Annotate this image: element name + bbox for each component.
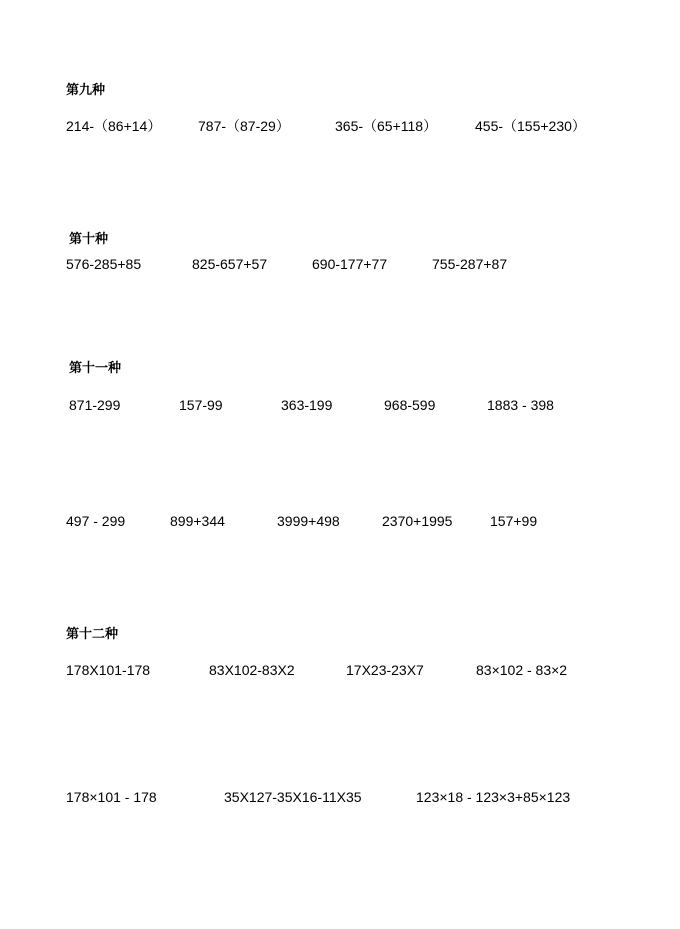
section-heading-11: 第十一种: [69, 360, 122, 375]
expression: 157-99: [179, 397, 223, 413]
expression: 455-（155+230）: [475, 118, 586, 134]
expression: 83×102 - 83×2: [476, 662, 568, 678]
expression: 871-299: [69, 397, 121, 413]
expression: 825-657+57: [192, 256, 268, 272]
expression: 497 - 299: [66, 513, 126, 529]
expression: 755-287+87: [432, 256, 508, 272]
section-heading-10: 第十种: [69, 231, 109, 246]
expression: 178X101-178: [66, 662, 151, 678]
expression: 3999+498: [277, 513, 340, 529]
expression: 83X102-83X2: [209, 662, 295, 678]
expression: 787-（87-29）: [198, 118, 290, 134]
expression: 157+99: [490, 513, 538, 529]
section-heading-9: 第九种: [66, 82, 106, 97]
expression: 899+344: [170, 513, 225, 529]
expression: 363-199: [281, 397, 333, 413]
expression: 968-599: [384, 397, 436, 413]
expression: 35X127-35X16-11X35: [224, 789, 362, 805]
expression: 690-177+77: [312, 256, 388, 272]
expression: 1883 - 398: [487, 397, 554, 413]
expression: 178×101 - 178: [66, 789, 157, 805]
expression: 576-285+85: [66, 256, 142, 272]
expression: 2370+1995: [382, 513, 453, 529]
expression: 365-（65+118）: [335, 118, 438, 134]
section-heading-12: 第十二种: [66, 626, 119, 641]
expression: 17X23-23X7: [346, 662, 424, 678]
expression: 214-（86+14）: [66, 118, 162, 134]
expression: 123×18 - 123×3+85×123: [416, 789, 571, 805]
